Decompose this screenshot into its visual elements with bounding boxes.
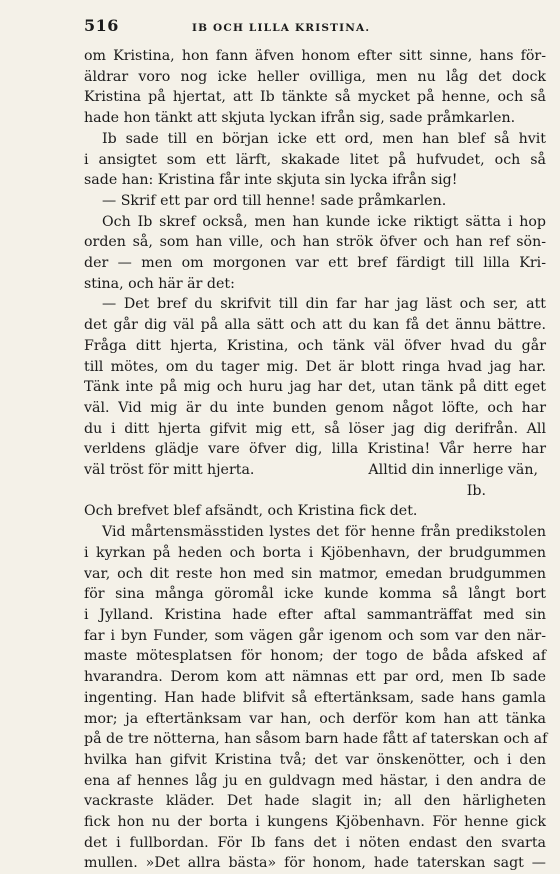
text-line: Fråga ditt hjerta, Kristina, och tänk väl öfver hvad du går [84, 337, 546, 354]
text-line: äldrar voro nog icke heller ovilliga, men nu låg det dock [84, 68, 546, 85]
signature-name: Ib. [466, 482, 486, 499]
text-line: Och brefvet blef afsändt, och Kristina fick det. [84, 503, 418, 520]
text-line: Kristina på hjertat, att Ib tänkte så mycket på henne, och så [84, 89, 546, 106]
page-number: 516 [84, 16, 119, 35]
text-line: mor; ja eftertänksam var han, och derför kom han att tänka [84, 710, 546, 727]
text-line: i Jylland. Kristina hade efter aftal sammanträffat med sin [84, 606, 546, 623]
text-line: Tänk inte på mig och huru jag har det, utan tänk på ditt eget [84, 379, 546, 396]
text-line: verldens glädje vare öfver dig, lilla Kristina! Vår herre har [84, 441, 546, 458]
closing-line [84, 460, 546, 481]
text-line: väl. Vid mig är du inte bunden genom något löfte, och har [84, 399, 546, 416]
text-line: var, och dit reste hon med sin matmor, emedan brudgummen [84, 565, 546, 582]
text-line: ingenting. Han hade blifvit så eftertänksam, sade hans gamla [84, 689, 546, 706]
text-line: mullen. »Det allra bästa» för honom, hade taterskan sagt — [84, 855, 546, 872]
text-line: — Det bref du skrifvit till din far har jag läst och ser, att [102, 296, 546, 313]
text-line: sade han: Kristina får inte skjuta sin lycka ifrån sig! [84, 172, 458, 189]
text-line: far i byn Funder, som vägen går igenom och som var den när- [84, 627, 546, 644]
text-line: för sina många göromål icke kunde komma så långt bort [84, 586, 546, 603]
text-line: hvarandra. Derom kom att nämnas ett par ord, men Ib sade [84, 669, 546, 686]
text-line: hade hon tänkt att skjuta lyckan ifrån sig, sade pråmkarlen. [84, 110, 516, 127]
text-line: om Kristina, hon fann äfven honom efter sitt sinne, hans för- [84, 48, 546, 64]
text-line: i ansigtet som ett lärft, skakade litet på hufvudet, och så [84, 151, 546, 168]
signature-greeting: Alltid din innerlige vän, [368, 462, 538, 479]
text-line: orden så, som han ville, och han strök öfver och han ref sön- [84, 234, 546, 251]
text-line: på de tre nötterna, han såsom barn hade fått af taterskan och af [84, 731, 548, 748]
text-line: maste mötesplatsen för honom; der togo de båda afsked af [84, 648, 546, 665]
running-title: IB OCH LILLA KRISTINA. [192, 22, 371, 34]
text-line: vackraste kläder. Det hade slagit in; all den härligheten [84, 793, 546, 810]
text-line: ena af hennes låg ju en guldvagn med hästar, i den andra de [84, 772, 546, 789]
text-line: Och Ib skref också, men han kunde icke riktigt sätta i hop [102, 213, 546, 230]
text-line: det i fullbordan. För Ib fans det i nöten endast den svarta [84, 834, 546, 851]
text-line: i kyrkan på heden och borta i Kjöbenhavn, der brudgummen [84, 544, 546, 561]
page-body [84, 46, 546, 874]
text-line: till mötes, om du tager mig. Det är blott ringa hvad jag har. [84, 358, 546, 375]
text-line: der — men om morgonen var ett bref färdigt till lilla Kri- [84, 255, 546, 272]
page-header [84, 16, 546, 46]
text-line: Ib sade till en början icke ett ord, men han blef så hvit [102, 130, 546, 147]
text-line: stina, och här är det: [84, 275, 235, 292]
text-line: du i ditt hjerta gifvit mig ett, så löser jag dig derifrån. All [84, 420, 546, 437]
text-line: — Skrif ett par ord till henne! sade pråmkarlen. [102, 192, 447, 209]
closing-text: väl tröst för mitt hjerta. [84, 462, 255, 479]
text-line: det går dig väl på alla sätt och att du kan få det ännu bättre. [84, 317, 546, 334]
text-line: Vid mårtensmässtiden lystes det för henne från predikstolen [102, 524, 546, 541]
text-line: fick hon nu der borta i kungens Kjöbenhavn. För henne gick [84, 814, 546, 831]
text-line: hvilka han gifvit Kristina två; det var önskenötter, och i den [84, 751, 546, 768]
